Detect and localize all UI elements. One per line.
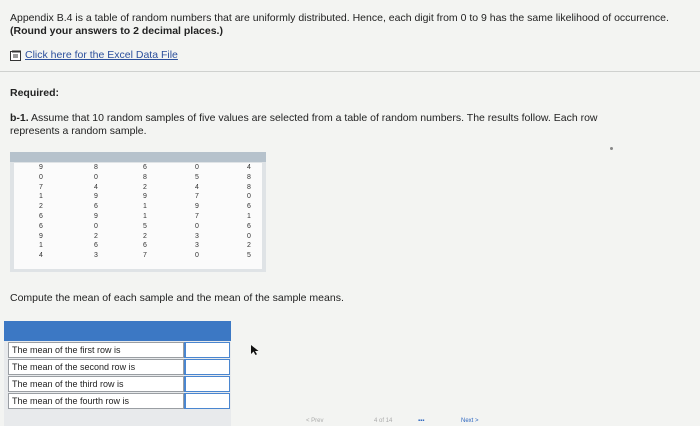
table-column <box>130 163 160 261</box>
mouse-pointer-icon <box>250 344 260 356</box>
table-cell: 9 <box>94 212 98 220</box>
table-column <box>81 163 111 261</box>
table-cell: 9 <box>195 203 199 211</box>
table-cell: 0 <box>195 164 199 171</box>
table-cell: 6 <box>39 222 43 230</box>
table-cell: 5 <box>143 222 147 230</box>
prev-button[interactable]: < Prev <box>306 418 324 424</box>
table-cell: 1 <box>143 212 147 220</box>
answer-table <box>4 321 231 426</box>
next-button[interactable]: Next > <box>461 418 479 424</box>
table-header-bar <box>10 152 266 162</box>
table-cell: 8 <box>143 173 147 181</box>
table-cell: 0 <box>94 222 98 230</box>
rounding-instruction: (Round your answers to 2 decimal places.) <box>10 25 223 37</box>
table-cell: 2 <box>143 183 147 191</box>
table-cell: 8 <box>247 173 251 181</box>
part-b1-prompt <box>10 112 650 138</box>
answer-row <box>8 376 230 392</box>
table-cell: 0 <box>247 232 251 240</box>
table-cell: 3 <box>94 252 98 260</box>
random-samples-table <box>10 152 266 272</box>
table-cell: 7 <box>39 183 43 191</box>
table-cell: 0 <box>247 193 251 201</box>
answer-row-label: The mean of the first row is <box>8 342 184 358</box>
first-row-mean-input[interactable] <box>184 342 230 358</box>
section-divider <box>0 71 700 72</box>
table-cell: 3 <box>195 232 199 240</box>
table-column <box>234 163 264 261</box>
table-cell: 9 <box>39 232 43 240</box>
table-cell: 8 <box>247 183 251 191</box>
answer-row-label: The mean of the fourth row is <box>8 393 184 409</box>
page-indicator: 4 of 14 <box>374 418 393 424</box>
answer-row <box>8 393 230 409</box>
table-cell: 8 <box>94 164 98 171</box>
part-b1-text: Assume that 10 random samples of five values are selected from a table of random numbers. The results follow. Each row represents a random sample. <box>10 112 598 137</box>
table-cell: 9 <box>94 193 98 201</box>
table-cell: 6 <box>143 242 147 250</box>
answer-row-label: The mean of the second row is <box>8 359 184 375</box>
answer-row-label: The mean of the third row is <box>8 376 184 392</box>
table-cell: 7 <box>143 252 147 260</box>
table-cell: 4 <box>247 164 251 171</box>
table-body <box>14 163 262 269</box>
table-cell: 0 <box>195 252 199 260</box>
grid-icon[interactable]: ▪▪▪ <box>418 418 425 424</box>
table-column <box>26 163 56 261</box>
table-cell: 4 <box>39 252 43 260</box>
table-cell: 5 <box>247 252 251 260</box>
answer-row <box>8 342 230 358</box>
table-cell: 0 <box>195 222 199 230</box>
table-cell: 2 <box>94 232 98 240</box>
table-cell: 2 <box>247 242 251 250</box>
third-row-mean-input[interactable] <box>184 376 230 392</box>
required-heading: Required: <box>10 87 60 99</box>
table-cell: 6 <box>247 203 251 211</box>
table-cell: 9 <box>39 164 43 171</box>
excel-file-link-label[interactable]: Click here for the Excel Data File <box>25 49 178 61</box>
table-cell: 4 <box>94 183 98 191</box>
fourth-row-mean-input[interactable] <box>184 393 230 409</box>
excel-file-link[interactable] <box>10 49 178 61</box>
table-cell: 6 <box>94 203 98 211</box>
table-cell: 0 <box>94 173 98 181</box>
table-cell: 3 <box>195 242 199 250</box>
table-cell: 1 <box>247 212 251 220</box>
table-cell: 0 <box>39 173 43 181</box>
table-cell: 4 <box>195 183 199 191</box>
table-cell: 6 <box>143 164 147 171</box>
table-cell: 7 <box>195 212 199 220</box>
table-cell: 1 <box>39 242 43 250</box>
intro-text <box>10 12 680 38</box>
table-cell: 2 <box>39 203 43 211</box>
table-cell: 6 <box>39 212 43 220</box>
compute-instruction: Compute the mean of each sample and the mean of the sample means. <box>10 292 344 304</box>
part-b1-label: b-1. <box>10 112 29 124</box>
table-column <box>182 163 212 261</box>
mouse-cursor-dot <box>610 147 613 150</box>
table-cell: 1 <box>39 193 43 201</box>
table-cell: 7 <box>195 193 199 201</box>
answer-row <box>8 359 230 375</box>
second-row-mean-input[interactable] <box>184 359 230 375</box>
table-cell: 1 <box>143 203 147 211</box>
table-cell: 2 <box>143 232 147 240</box>
table-cell: 6 <box>247 222 251 230</box>
answer-table-header <box>4 321 231 341</box>
intro-sentence: Appendix B.4 is a table of random numbers that are uniformly distributed. Hence, each digit from 0 to 9 has the same likelihood of occurrence. <box>10 12 669 24</box>
excel-file-icon <box>10 50 22 61</box>
table-cell: 9 <box>143 193 147 201</box>
table-cell: 6 <box>94 242 98 250</box>
table-cell: 5 <box>195 173 199 181</box>
